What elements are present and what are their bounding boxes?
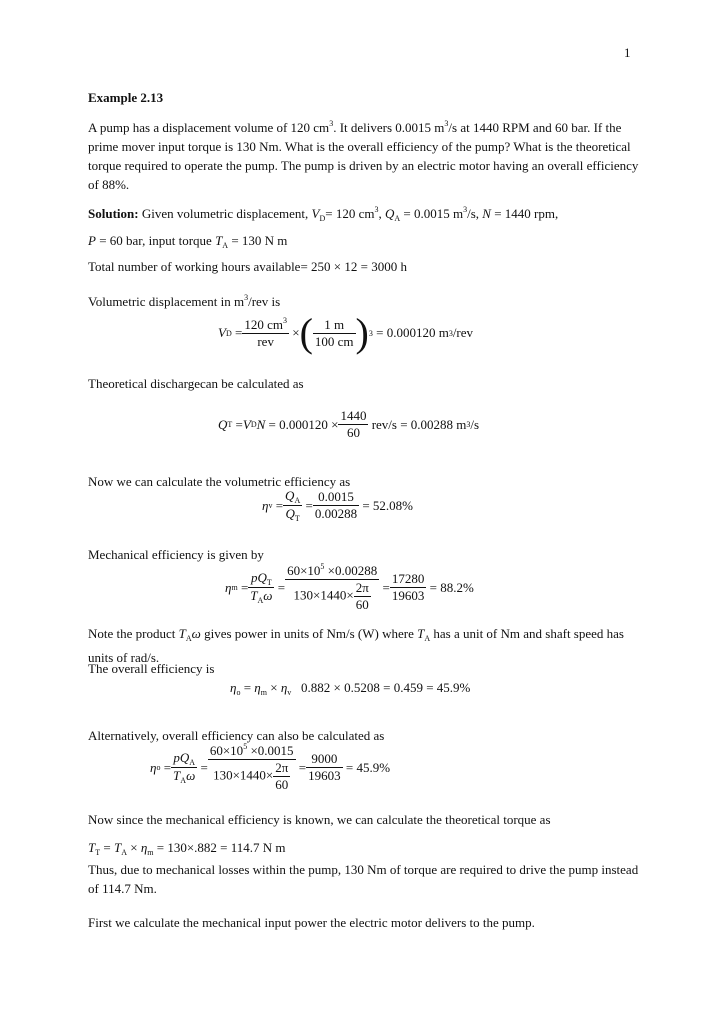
final-text: First we calculate the mechanical input power the electric motor delivers to the pump. — [88, 915, 535, 930]
overall-equation: $\eta_o = \eta_m \times \eta_v$ 0.882 × 0.5208 = 0.459 = 45.9% — [230, 680, 471, 697]
mech-eff-text: Mechanical efficiency is given by — [88, 547, 264, 562]
problem-statement: A pump has a displacement volume of 120 $cm^3$. It delivers 0.0015 $m^3/s$ at 1440 RPM and 60 bar. If the prime mover input torque is 130 Nm. What is the overall efficiency of the pump? What is the theoretical torque required to operate the pump. The pump is driven by an electric motor having an overall efficiency of 88%. — [88, 119, 639, 192]
alt-equation: η o = $\frac{pQ_A}{T_A\omega}$ = $60\times 10^5 \times 0.0015$ 130×1440× $\frac{2\pi}{60}$ = $\frac{9000}{19603}$ = 45.9% — [150, 742, 391, 792]
vol-eff-text: Now we can calculate the volumetric efficiency as — [88, 474, 351, 489]
vol-disp-equation: V D = $\frac{120 cm^3}{\text{rev}}$ × ( $\frac{1 m}{100 cm}$ ) 3 = 0.000120 m 3 /rev — [218, 310, 474, 355]
working-hours: Total number of working hours available= 250 × 12 = 3000 h — [88, 259, 407, 274]
torque-text: Now since the mechanical efficiency is known, we can calculate the theoretical torque as — [88, 812, 551, 827]
theo-discharge-equation: Q T = V D N = 0.000120 × $\frac{1440}{60}$ rev/s = 0.00288 m 3 /s — [218, 408, 480, 440]
vol-eff-equation: η v = $\frac{Q_A}{Q_T}$ = $\frac{0.0015}{0.00288}$ = 52.08% — [262, 488, 413, 523]
overall-text: The overall efficiency is — [88, 661, 215, 676]
page-number: 1 — [624, 45, 631, 60]
torque-conclusion: Thus, due to mechanical losses within the pump, 130 Nm of torque are required to drive the pump instead of 114.7 Nm. — [88, 862, 639, 896]
alt-text: Alternatively, overall efficiency can also be calculated as — [88, 728, 385, 743]
theo-discharge-text: Theoretical dischargecan be calculated as — [88, 376, 304, 391]
vol-disp-text: Volumetric displacement in $m^3$/rev is — [88, 293, 281, 309]
torque-equation: $T_T = T_A \times \eta_m = 130\times.882 = 114.7$ N m — [88, 840, 286, 857]
note-text: Note the product $T_A\omega$ gives power in units of Nm/s (W) where $T_A$ has a unit of Nm and shaft speed has units of rad/s. — [88, 626, 624, 665]
solution-given: Solution: Given volumetric displacement, $V_D= 120$ $cm^3$, $Q_A = 0.0015$ $m^3/s$, N = 1440 rpm, P = 60 bar, input torque $T_A = 130$ N m — [88, 205, 559, 250]
example-heading: Example 2.13 — [88, 90, 164, 105]
mech-eff-equation: η m = $\frac{pQ_T}{T_A\omega}$ = $60\times 10^5 \times 0.00288$ 130×1440× $\frac{2\pi}{60}$ = $\frac{17280}{19603}$ = 88.2% — [225, 562, 474, 612]
